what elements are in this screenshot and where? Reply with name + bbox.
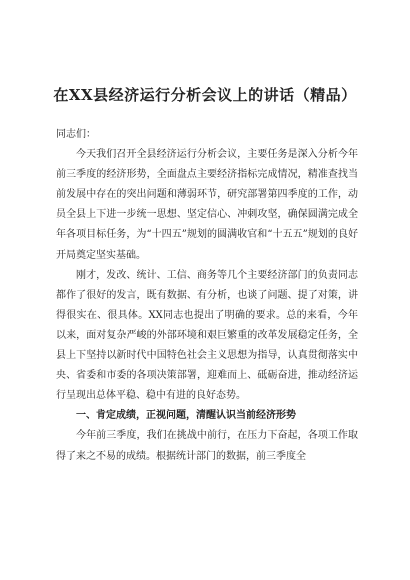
body-paragraph: 今天我们召开全县经济运行分析会议，主要任务是深入分析今年前三季度的经济形势，全面盘点主要经济指标完成情况，精准查找当前发展中存在的突出问题和薄弱环节，研究部署第四季度的工作，动员全县上下进一步统一思想、坚定信心、冲刺攻坚，确保圆满完成全年各项目标任务，为“十四五”规划的圆满收官和“十五五”规划的良好开局奠定坚实基础。 <box>56 149 358 261</box>
salutation: 同志们： <box>56 129 96 140</box>
document-title: 在XX县经济运行分析会议上的讲话（精品） <box>53 86 357 104</box>
section-heading: 一、肯定成绩，正视问题，清醒认识当前经济形势 <box>76 410 296 422</box>
body-paragraph: 刚才，发改、统计、工信、商务等几个主要经济部门的负责同志都作了很好的发言，既有数据、有分析，也谈了问题、提了对策，讲得很实在、很具体。XX同志也提出了明确的要求。总的来看，今年以来，面对复杂严峻的外部环境和艰巨繁重的改革发展稳定任务，全县上下坚持以新时代中国特色社会主义思想为指导，认真贯彻落实中央、省委和市委的各项决策部署，迎难而上、砥砺奋进，推动经济运行呈现出总体平稳、稳中有进的良好态势。 <box>56 269 358 402</box>
document-body <box>56 125 358 467</box>
section-paragraph: 今年前三季度，我们在挑战中前行，在压力下奋起，各项工作取得了来之不易的成绩。根据统计部门的数据，前三季度全 <box>56 430 358 462</box>
